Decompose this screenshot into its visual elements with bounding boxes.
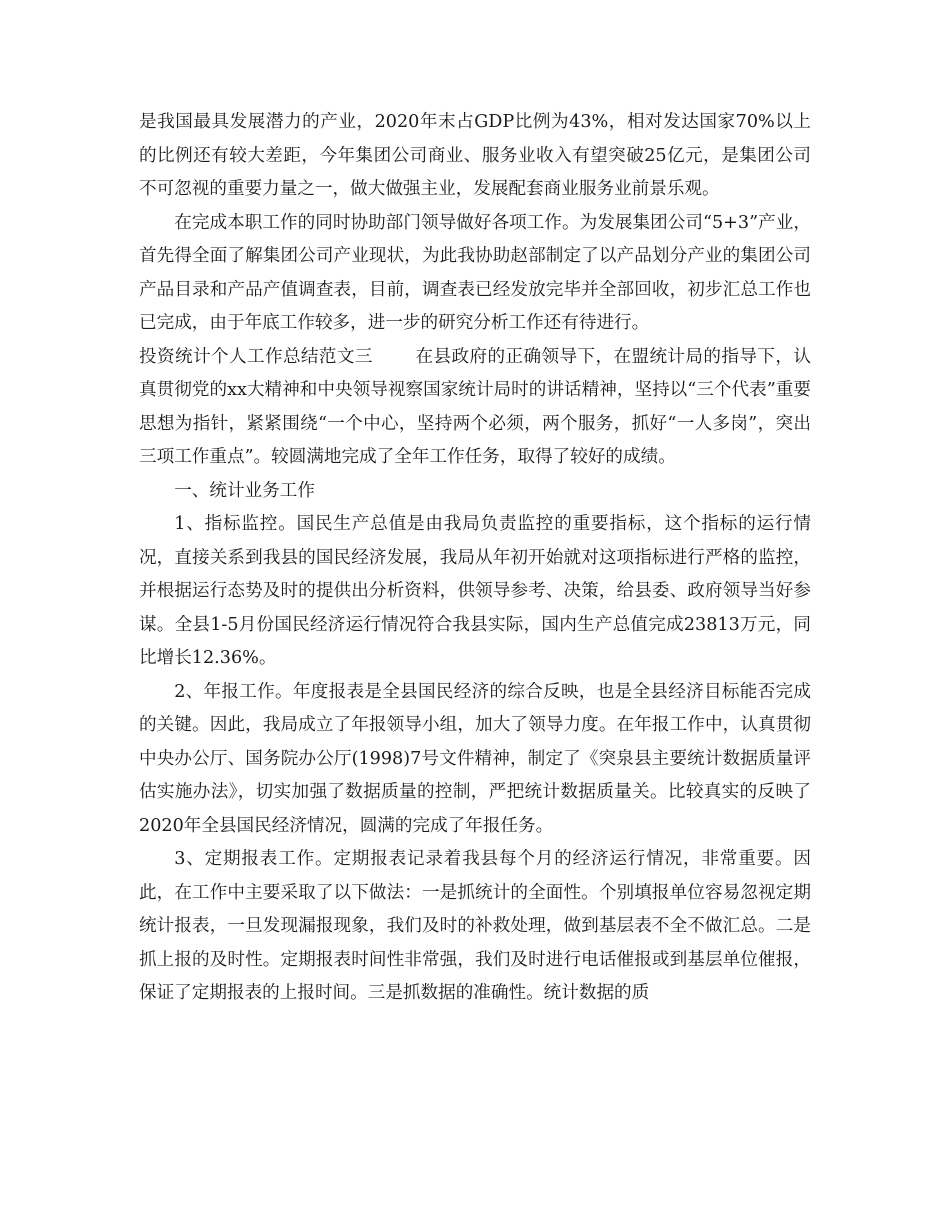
paragraph-annual-report: 2、年报工作。年度报表是全县国民经济的综合反映，也是全县经济目标能否完成的关键。因此，我局成立了年报领导小组，加大了领导力度。在年报工作中，认真贯彻中央办公厅、国务院办公厅(1998)7号文件精神，制定了《突泉县主要统计数据质量评估实施办法》，切实加强了数据质量的控制，严把统计数据质量关。比较真实的反映了2020年全县国民经济情况，圆满的完成了年报任务。 [139,681,811,836]
paragraph-summary-three [139,341,811,475]
paragraph-assist-work: 在完成本职工作的同时协助部门领导做好各项工作。为发展集团公司“5+3”产业，首先得全面了解集团公司产业现状，为此我协助赵部制定了以产品划分产业的集团公司产品目录和产品产值调查表，目前，调查表已经发放完毕并全部回收，初步汇总工作也已完成，由于年底工作较多，进一步的研究分析工作还有待进行。 [139,212,811,333]
paragraph-summary-three-body: 在县政府的正确领导下，在盟统计局的指导下，认真贯彻党的xx大精神和中央领导视察国家统计局时的讲话精神，坚持以“三个代表”重要思想为指针，紧紧围绕“一个中心，坚持两个必须，两个服务，抓好“一人多岗”，突出三项工作重点”。较圆满地完成了全年工作任务，取得了较好的成绩。 [139,346,811,467]
paragraph-periodic-report: 3、定期报表工作。定期报表记录着我县每个月的经济运行情况，非常重要。因此，在工作中主要采取了以下做法：一是抓统计的全面性。个别填报单位容易忽视定期统计报表，一旦发现漏报现象，我们及时的补救处理，做到基层表不全不做汇总。二是抓上报的及时性。定期报表时间性非常强，我们及时进行电话催报或到基层单位催报，保证了定期报表的上报时间。三是抓数据的准确性。统计数据的质 [139,849,811,1003]
paragraph-industry-outlook: 是我国最具发展潜力的产业，2020年末占GDP比例为43%，相对发达国家70%以上的比例还有较大差距，今年集团公司商业、服务业收入有望突破25亿元，是集团公司不可忽视的重要力量之一，做大做强主业，发展配套商业服务业前景乐观。 [139,112,811,199]
heading-statistics-work: 一、统计业务工作 [174,480,315,501]
paragraph-indicator-monitoring: 1、指标监控。国民生产总值是由我局负责监控的重要指标，这个指标的运行情况，直接关系到我县的国民经济发展，我局从年初开始就对这项指标进行严格的监控，并根据运行态势及时的提供出分析资料，供领导参考、决策，给县委、政府领导当好参谋。全县1-5月份国民经济运行情况符合我县实际，国内生产总值完成23813万元，同比增长12.36%。 [139,514,811,668]
section-title: 投资统计个人工作总结范文三 [139,346,373,367]
document-page [139,106,811,1011]
